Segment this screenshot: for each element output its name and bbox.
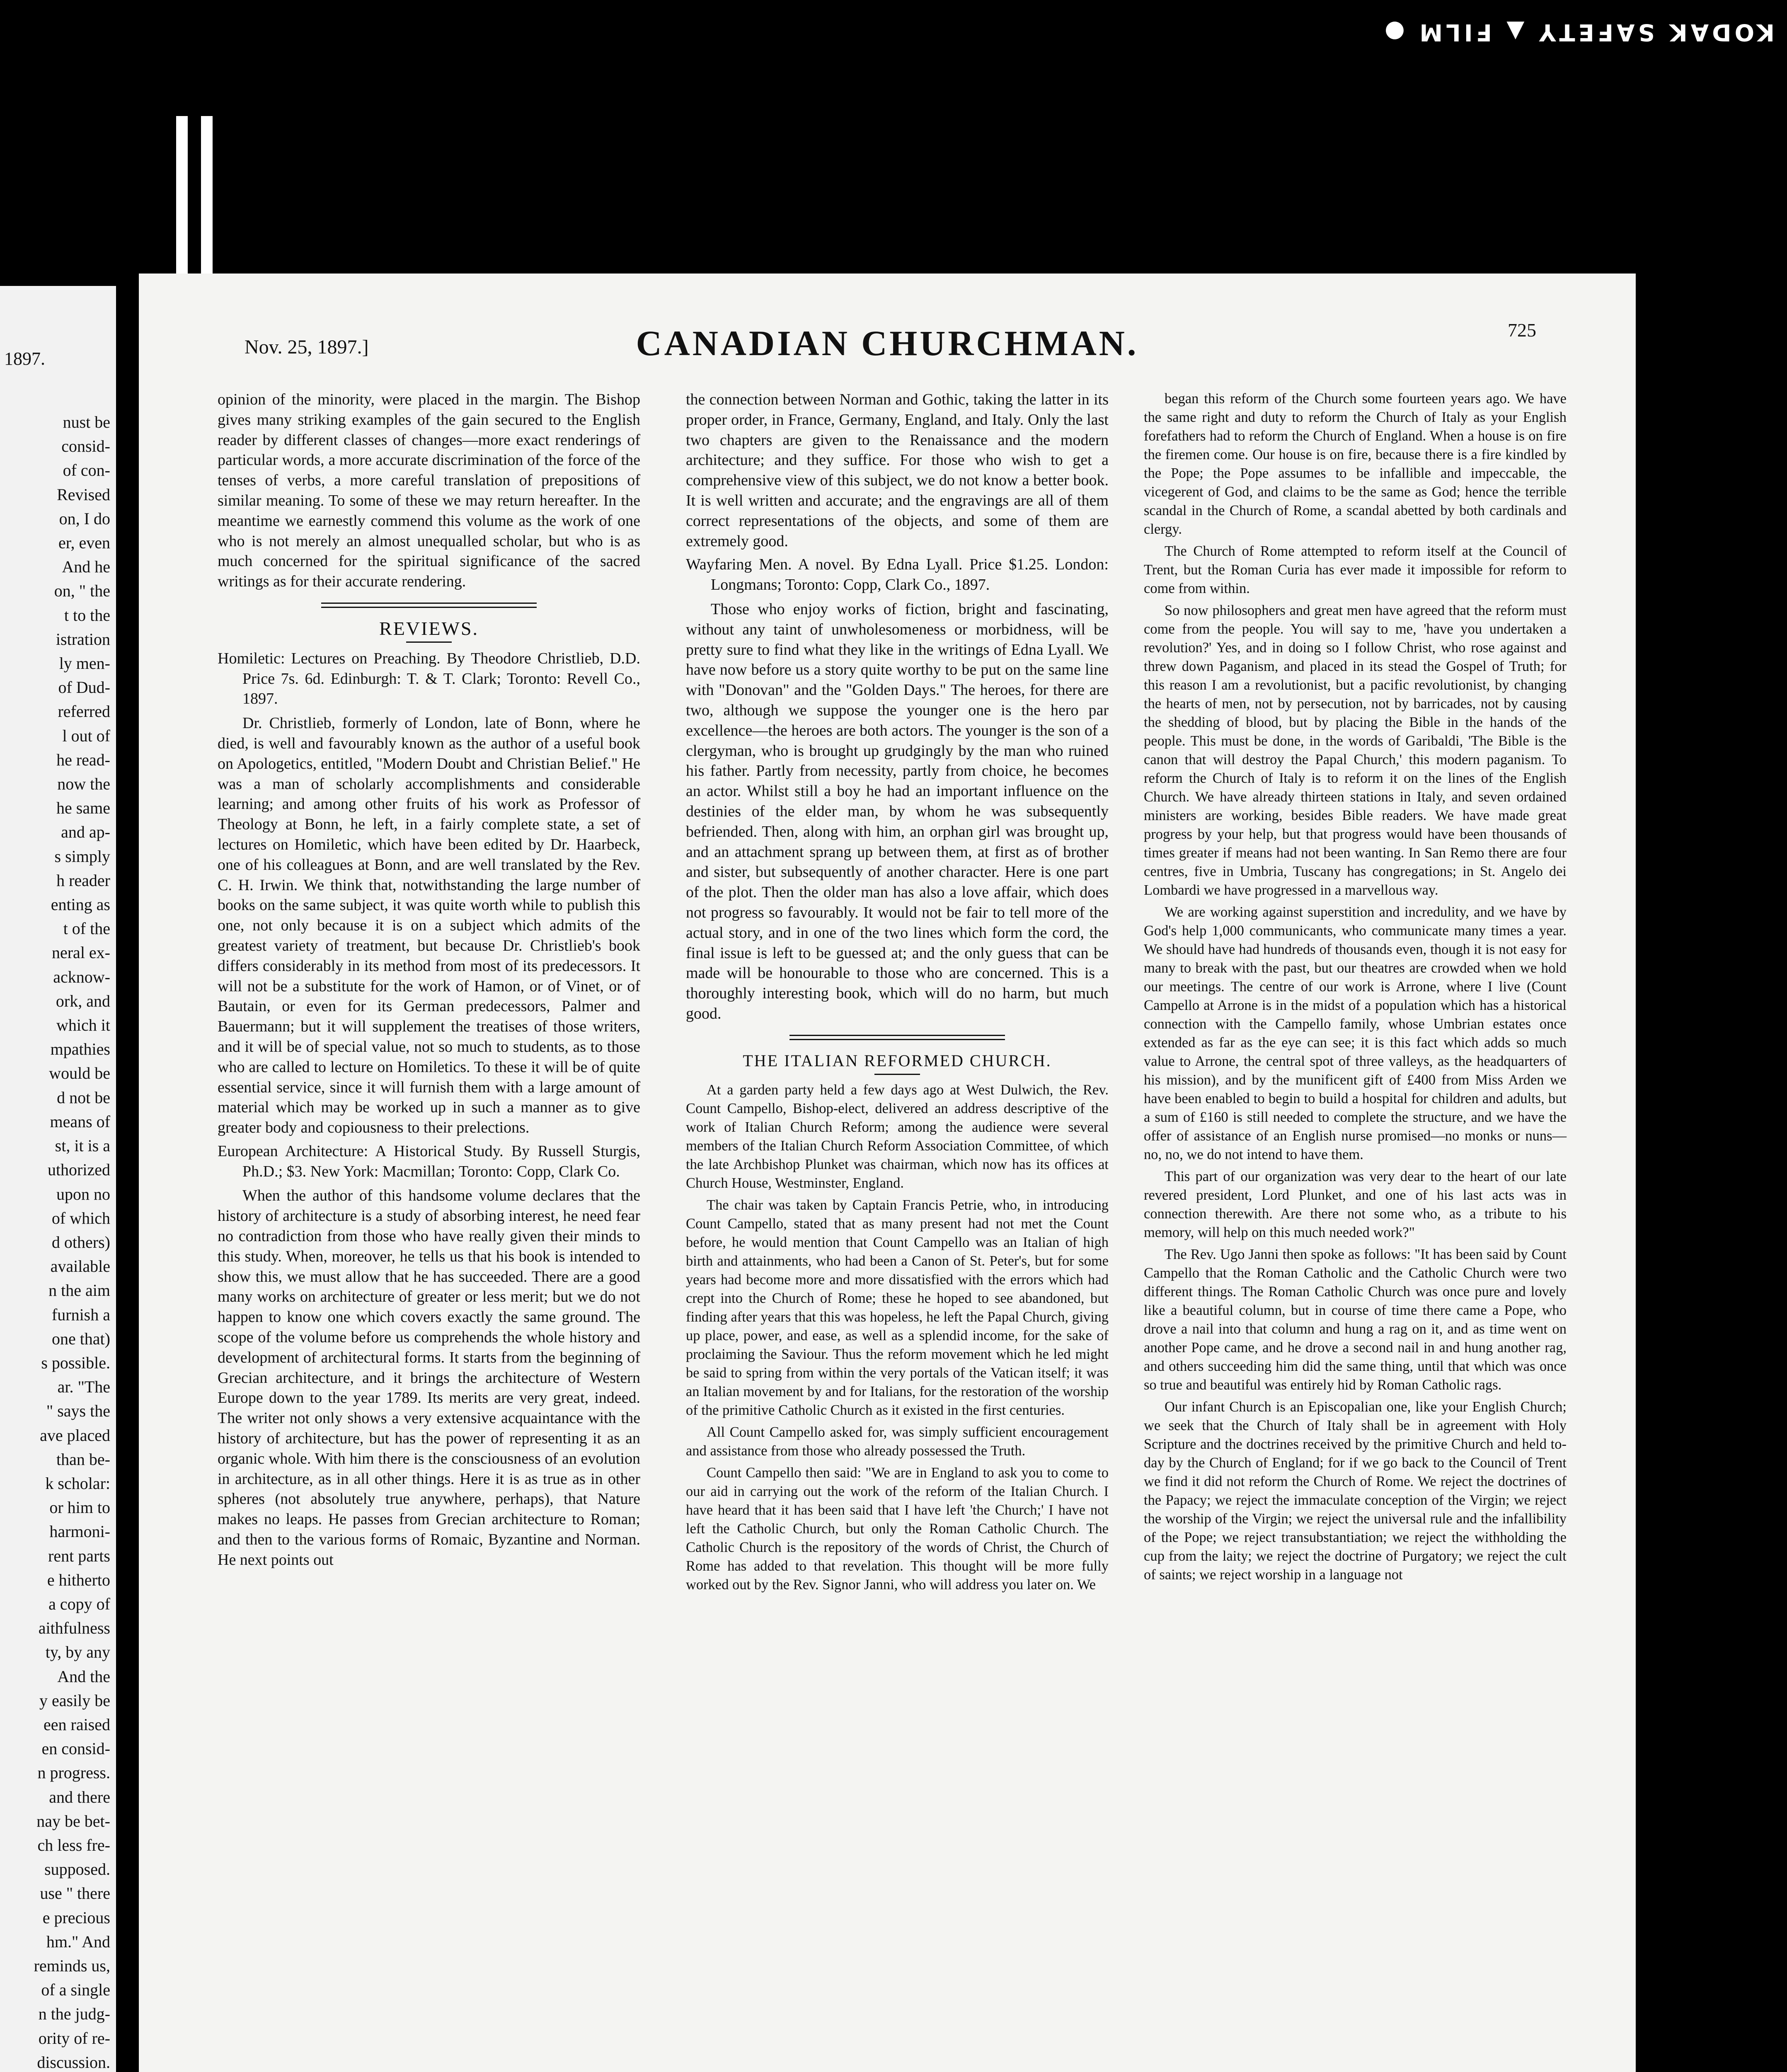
left-page-line: harmoni- bbox=[49, 1522, 110, 1541]
left-page-year: 1897. bbox=[4, 349, 45, 369]
column-3 bbox=[1144, 390, 1567, 1588]
left-page-line: er, even bbox=[58, 533, 110, 552]
paragraph: opinion of the minority, were placed in the margin. The Bishop gives many striking examples of the gain secured to the English reader by different classes of changes—more exact renderings of particular words, a more accurate discrimination of the force of the tenses of verbs, a more careful translation of prepositions of similar meaning. To some of these we may return hereafter. In the meantime we earnestly commend this volume as the work of one who is not merely an almost unequalled scholar, but who is as much concerned for the spiritual significance of the sacred writings as for their accurate rendering. bbox=[218, 391, 640, 591]
paragraph: So now philosophers and great men have agreed that the reform must come from the people. You will say to me, 'have you undertaken a revolution?' Yes, and in doing so I follow Christ, who rose against and threw down Paganism, and placed in its stead the Gospel of Truth; for this reason I am a revolutionist, but a pacific revolutionist, by changing the hearts of men, not by persecution, not by barricades, not by causing the shedding of blood, but by placing the Bible in the hands of the people. This must be done, in the words of Garibaldi, 'The Bible is the canon that will destroy the Papal Church,' this modern paganism. To reform the Church of Italy is to reform it on the lines of the English Church. We have already thirteen stations in Italy, and seven ordained ministers are working, besides Bible readers. We have made great progress by your help, but that progress would have been thousands of times greater if means had not been wanting. In San Remo there are four centres, five in Umbria, Tuscany has congregations; in St. Angelo dei Lombardi we have progressed in a marvellous way. bbox=[1144, 603, 1567, 898]
book-citation: European Architecture: A Historical Study. By Russell Sturgis, Ph.D.; $3. New York: Macmillan; Toronto: Copp, Clark Co. bbox=[218, 1142, 640, 1180]
newspaper-page bbox=[139, 274, 1636, 2072]
left-page-line: and there bbox=[49, 1787, 110, 1806]
left-page-line: of Dud- bbox=[58, 678, 110, 697]
left-page-line: t of the bbox=[63, 919, 110, 938]
left-page-line: available bbox=[50, 1257, 110, 1276]
left-page-line: hm." And bbox=[46, 1932, 110, 1951]
film-edge-label: KODAK SAFETY ▲ FILM ● bbox=[1381, 19, 1775, 46]
left-page-line: uthorized bbox=[47, 1160, 110, 1179]
left-page-line: st, it is a bbox=[55, 1136, 110, 1155]
left-page-line: of a single bbox=[41, 1980, 110, 1999]
left-page-line: now the bbox=[57, 775, 110, 794]
paragraph: Our infant Church is an Episcopalian one, like your English Church; we seek that the Church of Italy shall be in agreement with Holy Scripture and the doctrines received by the primitive Church and held to-day by the Church of England; for if we go back to the Council of Trent we find it did not reform the Church of Rome. We reject the doctrines of the Papacy; we reject the immaculate conception of the Virgin; we reject the worship of the Virgin; we reject the universal rule and the infallibility of the Pope; we reject transubstantiation; we reject the withholding the cup from the laity; we reject the doctrine of Purgatory; we reject the cult of saints; we reject worship in a language not bbox=[1144, 1399, 1567, 1583]
left-page-line: t to the bbox=[64, 605, 110, 625]
left-page-line: discussion. bbox=[37, 2053, 110, 2072]
left-page-line: h reader bbox=[56, 871, 110, 890]
paragraph: The Rev. Ugo Janni then spoke as follows: "It has been said by Count Campello that the Roman Catholic and the Catholic Church were two different things. The Roman Catholic Church was once pure and lovely like a beautiful column, but in course of time there came a Pope, who drove a nail into that column and hung a rag on it, and as time went on another Pope came, and he drove a second nail in and hung another rag, and others succeeding him did the same thing, until that which was once so true and beautiful was entirely hid by Roman Catholic rags. bbox=[1144, 1247, 1567, 1393]
left-page-line: means of bbox=[50, 1112, 110, 1131]
left-page-line: and ap- bbox=[61, 823, 110, 842]
left-page-line: mpathies bbox=[50, 1040, 110, 1059]
left-page-line: furnish a bbox=[51, 1305, 110, 1324]
left-page-line: neral ex- bbox=[51, 943, 110, 962]
left-page-line: s possible. bbox=[41, 1353, 110, 1372]
left-page-line: ty, by any bbox=[45, 1643, 110, 1662]
article-body bbox=[686, 1081, 1109, 1594]
paragraph: This part of our organization was very dear to the heart of our late revered president, Lord Plunket, and one of his last acts was in connection therewith. Are there not some who, as a tribute to his memory, will help on this much needed work?" bbox=[1144, 1169, 1567, 1240]
left-page-line: he same bbox=[56, 799, 110, 818]
left-page-line: enting as bbox=[51, 895, 110, 914]
left-page-line: n progress. bbox=[37, 1763, 110, 1782]
left-page-line: ch less fre- bbox=[37, 1835, 110, 1854]
book-citation: Homiletic: Lectures on Preaching. By Theodore Christlieb, D.D. Price 7s. 6d. Edinburgh: T. & T. Clark; Toronto: Revell Co., 1897. bbox=[218, 649, 640, 708]
left-page-line: Revised bbox=[57, 485, 110, 504]
paragraph: Count Campello then said: "We are in England to ask you to come to our aid in carrying out the work of the reform of the Italian Church. I have heard that it has been said that I have left 'the Church;' I have not left the Catholic Church, but only the Roman Catholic Church. The Catholic Church is the repository of the words of Christ, the Church of Rome has added to that revelation. This thought will be more fully worked out by the Rev. Signor Janni, who will address you later on. We bbox=[686, 1464, 1109, 1593]
left-page-line: And the bbox=[57, 1667, 110, 1686]
left-page-line: or him to bbox=[49, 1498, 110, 1517]
left-page-line: d not be bbox=[57, 1088, 110, 1107]
page-header bbox=[139, 319, 1636, 369]
left-page-edge bbox=[0, 286, 116, 2072]
column-1 bbox=[218, 390, 640, 1573]
paragraph: the connection between Norman and Gothic, taking the latter in its proper order, in France, Germany, England, and Italy. Only the last two chapters are given to the Renaissance and the modern architecture; and they suffice. For those who wish to get a comprehensive view of this subject, we do not know a better book. It is well written and accurate; and the engravings are all of them correct representations of the objects, and some of them are extremely good. bbox=[686, 391, 1109, 550]
article-body bbox=[1144, 390, 1567, 1584]
left-page-line: nust be bbox=[63, 413, 110, 431]
paragraph: We are working against superstition and incredulity, and we have by God's help 1,000 communicants, who communicate many times a year. We should have had hundreds of thousands even, though it is not easy for many to break with the past, but our theatres are crowded when we hold our meetings. The centre of our work is Arrone, where I live (Count Campello at Arrone is in the midst of a population which has a historical connection with the Campello family, whose Umbrian estates once extended as far as the eye can see; it is this fact which adds so much value to Arrone, the central spot of three valleys, as the headquarters of his mission), and by the munificent gift of £400 from Miss Arden we have been enabled to begin to build a hospital for children and adults, but a sum of £160 is still needed to complete the structure, and we have the offer of assistance of an English nurse promised—no monks or nuns—no, no, we do not intend to have them. bbox=[1144, 904, 1567, 1162]
left-page-line: use " there bbox=[40, 1884, 110, 1903]
left-page-line: istration bbox=[56, 629, 110, 649]
column-2 bbox=[686, 390, 1109, 1598]
left-page-line: upon no bbox=[56, 1184, 110, 1203]
paragraph: The chair was taken by Captain Francis Petrie, who, in introducing Count Campello, stated that as many present had not met the Count before, he would mention that Count Campello was an Italian of high birth and attainments, who had been a Canon of St. Peter's, but for some years had become more and more dissatisfied with the errors which had crept into the Church of Rome; these he hoped to see abandoned, but finding after years that this was hopeless, he left the Papal Church, giving up place, power, and ease, as well as a splendid income, for the sake of proclaiming the Saviour. Thus the reform movement which he led might be said to spring from within the very portals of the Vatican itself; it was an Italian movement by and for Italians, for the restoration of the worship of the primitive Catholic Church as it existed in the first centuries. bbox=[686, 1197, 1109, 1418]
left-page-line: on, " the bbox=[54, 581, 110, 600]
left-page-line: nay be bet- bbox=[36, 1811, 110, 1830]
film-sprocket-mark bbox=[176, 116, 188, 294]
left-page-line: ork, and bbox=[56, 991, 110, 1010]
left-page-line: e precious bbox=[42, 1908, 110, 1927]
italian-church-heading: THE ITALIAN REFORMED CHURCH. bbox=[743, 1051, 1052, 1070]
left-page-line: supposed. bbox=[44, 1860, 110, 1879]
paragraph: The Church of Rome attempted to reform itself at the Council of Trent, but the Roman Curia has ever made it impossible for reform to come from within. bbox=[1144, 543, 1567, 596]
paragraph: At a garden party held a few days ago at West Dulwich, the Rev. Count Campello, Bishop-elect, delivered an address descriptive of the work of Italian Church Reform; among the audience were several members of the Italian Church Reform Association Committee, of which the late Archbishop Plunket was chairman, which now has its offices at Church House, Westminster, England. bbox=[686, 1082, 1109, 1191]
page-number: 725 bbox=[1508, 320, 1536, 341]
left-page-line: " says the bbox=[46, 1402, 110, 1421]
left-page-line: ar. "The bbox=[57, 1377, 110, 1397]
left-page-line: consid- bbox=[61, 437, 110, 456]
heading-rule bbox=[406, 641, 452, 643]
masthead-title: CANADIAN CHURCHMAN. bbox=[636, 323, 1139, 363]
left-page-line: s simply bbox=[54, 847, 110, 866]
left-page-line: ority of re- bbox=[38, 2028, 110, 2048]
section-divider bbox=[321, 603, 537, 608]
left-page-line: of con- bbox=[63, 461, 110, 480]
left-page-text bbox=[2, 410, 110, 2072]
left-page-line: k scholar: bbox=[45, 1474, 110, 1493]
left-page-line: en consid- bbox=[41, 1739, 110, 1758]
left-page-line: he read- bbox=[56, 750, 110, 769]
section-divider bbox=[789, 1035, 1005, 1040]
left-page-line: aithfulness bbox=[38, 1619, 110, 1638]
book-citation: Wayfaring Men. A novel. By Edna Lyall. Price $1.25. London: Longmans; Toronto: Copp, Clark Co., 1897. bbox=[686, 556, 1109, 594]
left-page-line: of which bbox=[51, 1208, 110, 1227]
left-page-line: on, I do bbox=[59, 509, 110, 528]
paragraph: When the author of this handsome volume declares that the history of architecture is a study of absorbing interest, he need fear no contradiction from those who have really given their minds to this study. When, moreover, he tells us that his book is intended to show this, we must allow that he has succeeded. There are a good many works on architecture of greater or less merit; but we do not happen to know one which covers exactly the same ground. The scope of the volume before us comprehends the whole history and development of architectural forms. It starts from the beginning of Grecian architecture, and it brings the architecture of Western Europe down to the year 1789. Its merits are very great, indeed. The writer not only shows a very extensive acquaintance with the history of architecture, but has the power of representing it as an organic whole. With him there is the consciousness of an evolution in architecture, as in all other things. Here it is as true as in other spheres (not absolutely true anywhere, perhaps), that Nature makes no leaps. He passes from Grecian architecture to Roman; and then to the various forms of Romaic, Byzantine and Norman. He next points out bbox=[218, 1187, 640, 1569]
left-page-line: reminds us, bbox=[34, 1956, 110, 1975]
paragraph: Those who enjoy works of fiction, bright and fascinating, without any taint of unwholesomeness or morbidness, will be pretty sure to find what they like in the writings of Edna Lyall. We have now before us a story quite worthy to be put on the same line with "Donovan" and the "Golden Days." The heroes, for there are two, although we suppose the younger one is the hero par excellence—the heroes are both actors. The younger is the son of a clergyman, who is brought up grudgingly by the man who ruined his father. Partly from necessity, partly from choice, he becomes an actor. Whilst still a boy he had an important influence on the destinies of the elder man, by whom he was subsequently befriended. Then, along with him, an orphan girl was brought up, and an attachment sprang up between them, at first as of brother and sister, but subsequently of another character. Here is one part of the plot. Then the older man has also a love affair, which does not progress so favourably. It would not be fair to tell more of the actual story, and in one of the two lines which form the cord, the final issue is left to be guessed at; and the only guess that can be made will be honourable to those who are concerned. This is a thoroughly interesting book, which will do no harm, but much good. bbox=[686, 600, 1109, 1022]
left-page-line: And he bbox=[62, 557, 110, 576]
left-page-line: a copy of bbox=[48, 1594, 110, 1613]
left-page-line: acknow- bbox=[53, 967, 110, 986]
left-page-line: than be- bbox=[56, 1450, 110, 1469]
reviews-heading: REVIEWS. bbox=[379, 617, 479, 639]
left-page-line: e hitherto bbox=[47, 1570, 110, 1589]
left-page-line: ave placed bbox=[40, 1426, 110, 1445]
left-page-line: rent parts bbox=[48, 1546, 110, 1565]
left-page-line: y easily be bbox=[39, 1691, 110, 1710]
heading-rule bbox=[874, 1074, 920, 1075]
paragraph: began this reform of the Church some fourteen years ago. We have the same right and duty to reform the Church of Italy as your English forefathers had to reform the Church of England. When a house is on fire the firemen come. Our house is on fire, because there is a fire kindled by the Pope; the Pope assumes to be infallible and impeccable, the vicegerent of God, and claims to be the same as God; hence the terrible scandal in the Church of Rome, a scandal abetted by both cardinals and clergy. bbox=[1144, 391, 1567, 537]
paragraph: All Count Campello asked for, was simply sufficient encouragement and assistance from those who already possessed the Truth. bbox=[686, 1424, 1109, 1459]
left-page-line: een raised bbox=[43, 1715, 110, 1734]
left-page-line: n the aim bbox=[48, 1281, 110, 1300]
left-page-line: d others) bbox=[51, 1232, 110, 1251]
left-page-line: ly men- bbox=[59, 654, 110, 673]
film-sprocket-mark bbox=[201, 116, 213, 294]
left-page-line: n the judg- bbox=[38, 2004, 110, 2024]
left-page-line: would be bbox=[49, 1064, 110, 1083]
left-page-line: one that) bbox=[51, 1329, 110, 1348]
left-page-line: l out of bbox=[62, 726, 110, 745]
left-page-line: which it bbox=[56, 1016, 110, 1035]
issue-date: Nov. 25, 1897.] bbox=[245, 336, 369, 358]
left-page-line: referred bbox=[58, 702, 110, 721]
paragraph: Dr. Christlieb, formerly of London, late of Bonn, where he died, is well and favourably known as the author of a useful book on Apologetics, entitled, "Modern Doubt and Christian Belief." He was a man of scholarly accomplishments and considerable learning; and among other fruits of his work as Professor of Theology at Bonn, he left, in a fairly complete state, a set of lectures on Homiletic, which have been edited by Dr. Haarbeck, one of his colleagues at Bonn, and are well translated by the Rev. C. H. Irwin. We think that, notwithstanding the large number of books on the same subject, it was quite worth while to publish this one, not only because it is on a subject which admits of the greatest variety of treatment, but because Dr. Christlieb's book differs considerably in its method from most of its predecessors. It will not be a substitute for the work of Hamon, or of Vinet, or of Bautain, or even for its German predecessors, Palmer and Bauermann; but it will supplement the treatises of those writers, and it will be of special value, not so much to students, as to those who are called to lecture on Homiletics. To these it will be of quite essential service, since it will furnish them with a large amount of material which may be worked up in such a manner as to give greater body and copiousness to their prelections. bbox=[218, 714, 640, 1137]
